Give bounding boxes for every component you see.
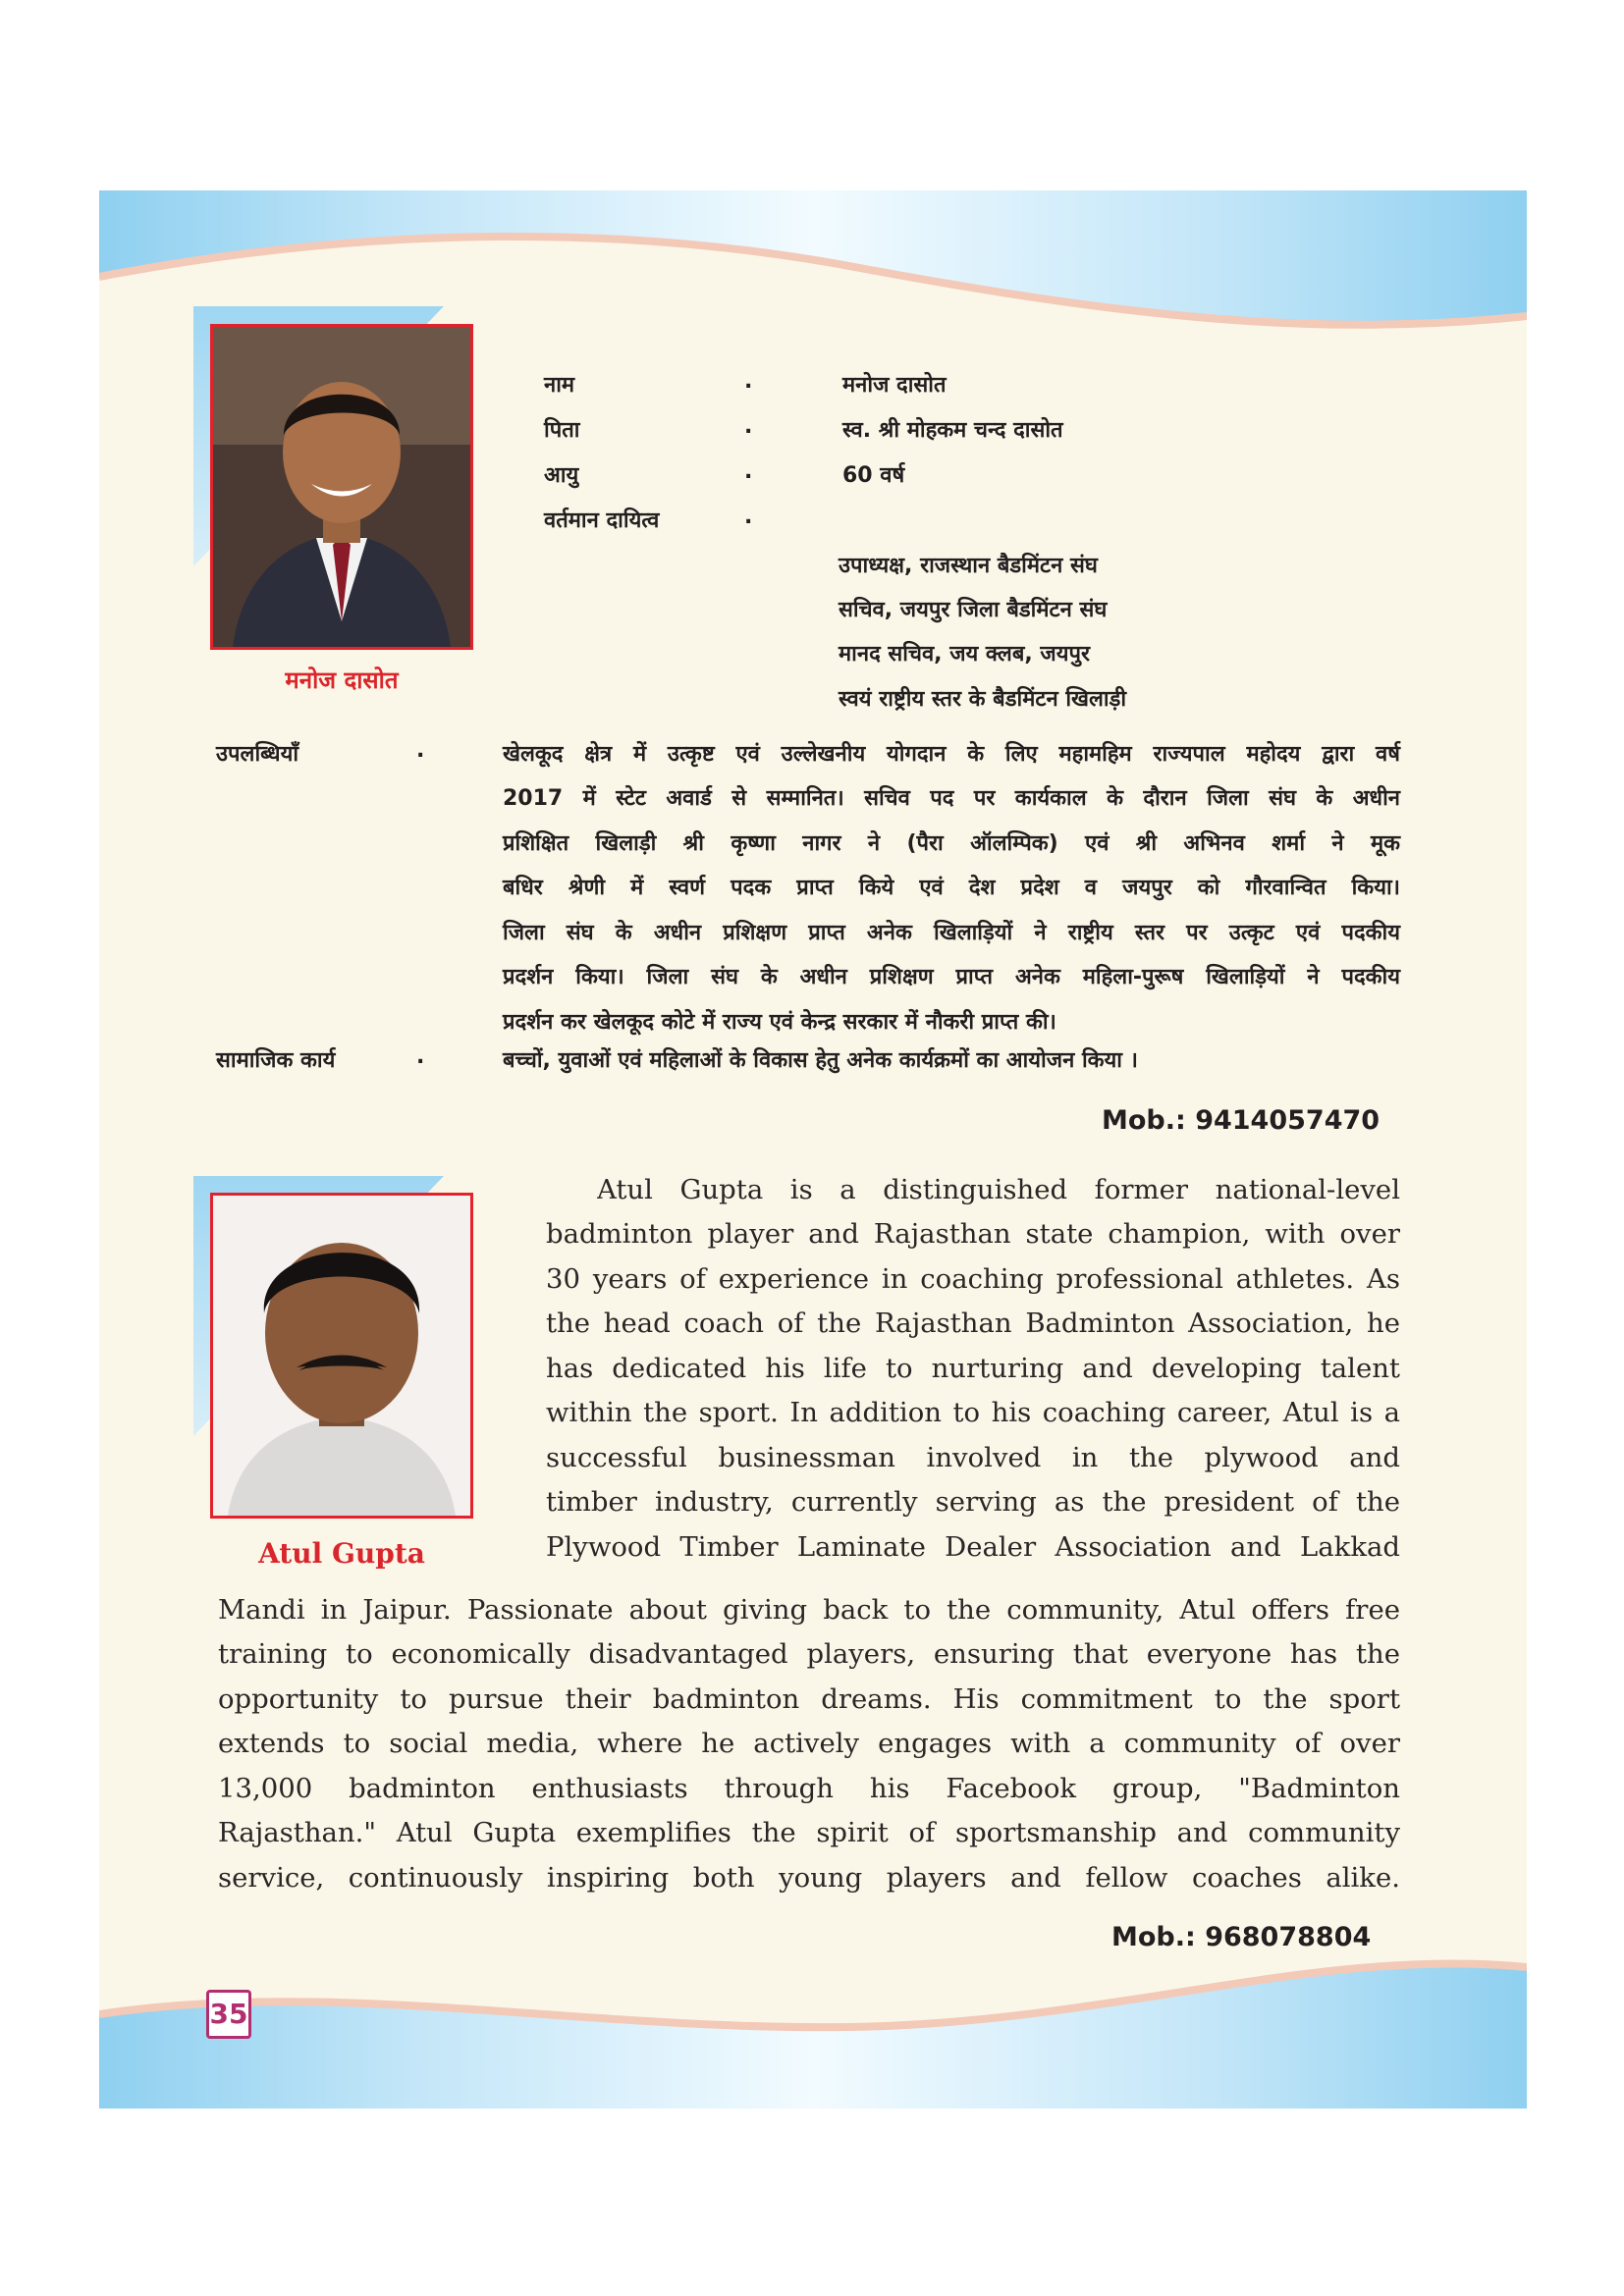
responsibility-line: स्वयं राष्ट्रीय स्तर के बैडमिंटन खिलाड़ी [839, 687, 1127, 712]
bio-line: timber industry, currently serving as the president of the [546, 1486, 1400, 1518]
social-work-text: बच्चों, युवाओं एवं महिलाओं के विकास हेतु अनेक कार्यक्रमों का आयोजन किया । [503, 1048, 1138, 1073]
portrait-illustration [213, 327, 470, 647]
bio-line: badminton player and Rajasthan state champion, with over [546, 1218, 1400, 1250]
bio-line: training to economically disadvantaged players, ensuring that everyone has the [218, 1638, 1400, 1670]
field-father-value: स्व. श्री मोहकम चन्द दासोत [842, 418, 1063, 443]
bio-line: service, continuously inspiring both young players and fellow coaches alike. [218, 1862, 1400, 1894]
bio-line: Atul Gupta is a distinguished former national-level [597, 1174, 1400, 1205]
bio-line: Mandi in Jaipur. Passionate about giving back to the community, Atul offers free [218, 1594, 1400, 1626]
field-name-label: नाम [544, 373, 575, 398]
achievement-line: खेलकूद क्षेत्र में उत्कृष्ट एवं उल्लेखनीय योगदान के लिए महामहिम राज्यपाल महोदय द्वारा वर्ष [503, 742, 1400, 767]
social-work-label: सामाजिक कार्य [216, 1048, 336, 1073]
achievement-line: प्रशिक्षित खिलाड़ी श्री कृष्णा नागर ने (पैरा ऑलम्पिक) एवं श्री अभिनव शर्मा ने मूक [503, 831, 1400, 856]
bio-line: extends to social media, where he actively engages with a community of over [218, 1728, 1400, 1759]
responsibility-line: उपाध्यक्ष, राजस्थान बैडमिंटन संघ [839, 554, 1098, 578]
field-name-sep: . [744, 369, 753, 394]
achievement-line: प्रदर्शन कर खेलकूद कोटे में राज्य एवं केन्द्र सरकार में नौकरी प्राप्त की। [503, 1010, 1056, 1035]
achievement-line: जिला संघ के अधीन प्रशिक्षण प्राप्त अनेक खिलाड़ियों ने राष्ट्रीय स्तर पर उत्कृट एवं पदकीय [503, 921, 1400, 945]
atul-gupta-caption: Atul Gupta [258, 1537, 425, 1570]
achievement-line: बधिर श्रेणी में स्वर्ण पदक प्राप्त किये एवं देश प्रदेश व जयपुर को गौरवान्वित किया। [503, 876, 1400, 900]
responsibility-line: सचिव, जयपुर जिला बैडमिंटन संघ [839, 598, 1108, 622]
mobile-number-2: Mob.: 968078804 [1111, 1922, 1372, 1952]
bio-line: the head coach of the Rajasthan Badminton Association, he [546, 1308, 1400, 1339]
achievement-line: 2017 में स्टेट अवार्ड से सम्मानित। सचिव पद पर कार्यकाल के दौरान जिला संघ के अधीन [503, 786, 1400, 811]
bio-line: Rajasthan." Atul Gupta exemplifies the spirit of sportsmanship and community [218, 1817, 1400, 1848]
atul-gupta-photo [210, 1193, 473, 1519]
bio-line: opportunity to pursue their badminton dreams. His commitment to the sport [218, 1683, 1400, 1715]
achievement-line: प्रदर्शन किया। जिला संघ के अधीन प्रशिक्षण प्राप्त अनेक महिला-पुरूष खिलाड़ियों ने पदकीय [503, 965, 1400, 989]
achievements-label: उपलब्धियाँ [216, 742, 299, 767]
portrait-illustration [213, 1196, 470, 1516]
page-number: 35 [206, 1990, 251, 2039]
bio-line: 13,000 badminton enthusiasts through his Facebook group, "Badminton [218, 1773, 1400, 1804]
field-responsibility-label: वर्तमान दायित्व [544, 508, 660, 533]
field-father-label: पिता [544, 418, 580, 443]
mobile-number-1: Mob.: 9414057470 [1102, 1105, 1380, 1136]
field-father-sep: . [744, 414, 753, 439]
bio-line: 30 years of experience in coaching professional athletes. As [546, 1263, 1400, 1295]
manoj-dasot-photo [210, 324, 473, 650]
manoj-dasot-caption: मनोज दासोत [285, 667, 399, 694]
bio-line: Plywood Timber Laminate Dealer Association and Lakkad [546, 1531, 1400, 1563]
field-age-label: आयु [544, 463, 579, 488]
bio-line: has dedicated his life to nurturing and developing talent [546, 1353, 1400, 1384]
field-name-value: मनोज दासोत [842, 373, 947, 398]
field-responsibility-sep: . [744, 505, 753, 529]
field-age-value: 60 वर्ष [842, 463, 905, 488]
field-age-sep: . [744, 459, 753, 484]
bio-line: within the sport. In addition to his coaching career, Atul is a [546, 1397, 1400, 1428]
responsibility-line: मानद सचिव, जय क्लब, जयपुर [839, 642, 1091, 667]
social-work-sep: . [416, 1044, 425, 1069]
achievements-sep: . [416, 738, 425, 763]
bio-line: successful businessman involved in the plywood and [546, 1442, 1400, 1473]
